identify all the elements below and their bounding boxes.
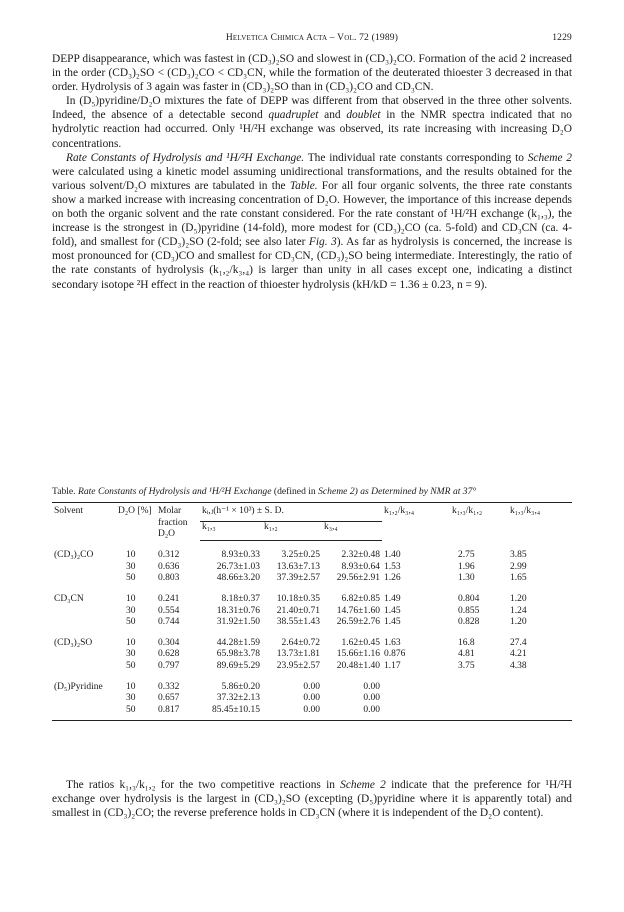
journal-title: Helvetica Chimica Acta – Vol. 72 (1989) (225, 33, 399, 43)
cell-x: 0.554 (158, 605, 180, 616)
cell-r2: 0.855 (458, 605, 480, 616)
group-spacer (52, 673, 572, 682)
cell-d2o: 10 (126, 550, 136, 561)
running-header (52, 33, 572, 47)
cell-solvent (52, 562, 116, 574)
caption-label: Table. (52, 486, 78, 497)
cell-r2: 0.804 (458, 594, 480, 605)
emph-doublet: doublet (346, 109, 381, 122)
header-k34: k₃,₄ (322, 522, 382, 541)
body-text (52, 52, 572, 292)
cell-d2o: 50 (126, 617, 136, 628)
cell-x: 0.628 (158, 649, 180, 660)
cell-r3: 27.4 (510, 637, 527, 648)
cell-x: 0.312 (158, 550, 180, 561)
cell-r2: 3.75 (458, 661, 475, 672)
paragraph-3-text-a: The individual rate constants corresponding to (304, 151, 528, 164)
section-run-in-title: Rate Constants of Hydrolysis and ¹H/²H Exchange. (66, 151, 305, 164)
cell-solvent: CD₃CN (54, 594, 84, 605)
cell-k13: 37.32±2.13 (216, 693, 260, 704)
cell-d2o: 50 (126, 573, 136, 584)
group-spacer (52, 585, 572, 594)
cell-r2 (450, 693, 508, 705)
cell-k34: 20.48±1.40 (336, 661, 380, 672)
cell-r1 (382, 705, 450, 717)
cell-r1: 0.876 (384, 649, 406, 660)
table-bottom-rule (52, 716, 572, 721)
cell-k34: 6.82±0.85 (341, 594, 380, 605)
cell-k13: 8.93±0.33 (221, 550, 260, 561)
scheme-reference-2: Scheme 2 (340, 779, 386, 791)
cell-solvent (52, 705, 116, 717)
cell-k34: 8.93±0.64 (341, 561, 380, 572)
paragraph-4 (52, 778, 572, 820)
table-row (52, 573, 572, 585)
header-solvent: Solvent (52, 503, 116, 541)
cell-r3: 1.20 (510, 617, 527, 628)
paragraph-2 (52, 94, 572, 150)
header-molar-fraction: Molar fraction D₂O (156, 503, 200, 541)
rate-constants-table (52, 502, 572, 721)
cell-d2o: 10 (126, 681, 136, 692)
cell-r3: 2.99 (510, 561, 527, 572)
paragraph-2-text-a: In (D₅)pyridine/D₂O mixtures the fate of DEPP was different from that observed in the three other solvents. Indeed, the absence of a detectable second (52, 95, 572, 122)
cell-r3: 4.38 (510, 661, 527, 672)
paragraph-3-text-b: were calculated using a kinetic model assuming unidirectional transformations, and the results obtained for the various solvent/D₂O mixtures are tabulated in the (52, 165, 572, 192)
table-row (52, 550, 572, 562)
rate-constants-table-block (52, 486, 572, 721)
table-row (52, 705, 572, 717)
table-row (52, 682, 572, 694)
cell-r2 (450, 705, 508, 717)
cell-r3 (508, 705, 572, 717)
cell-d2o: 30 (126, 649, 136, 660)
page-number: 1229 (552, 33, 572, 43)
cell-solvent (52, 649, 116, 661)
cell-k12: 0.00 (303, 704, 320, 715)
cell-x: 0.744 (158, 617, 180, 628)
cell-k13: 89.69±5.29 (216, 661, 260, 672)
cell-k34: 29.56±2.91 (336, 573, 380, 584)
cell-r2 (450, 682, 508, 694)
cell-k12: 21.40±0.71 (276, 605, 320, 616)
header-kij: kᵢ,ⱼ(h⁻¹ × 10³) ± S. D. (200, 503, 382, 522)
table-row (52, 562, 572, 574)
cell-k12: 23.95±2.57 (276, 661, 320, 672)
cell-x: 0.797 (158, 661, 180, 672)
table-caption (52, 486, 572, 498)
cell-r1: 1.45 (384, 605, 401, 616)
cell-r3 (508, 682, 572, 694)
cell-d2o: 30 (126, 693, 136, 704)
closing-text (52, 778, 572, 820)
caption-title: Rate Constants of Hydrolysis and ¹H/²H Exchange (77, 486, 272, 497)
cell-k13: 31.92±1.50 (216, 617, 260, 628)
cell-r2: 2.75 (458, 550, 475, 561)
cell-r2: 1.30 (458, 573, 475, 584)
table-body (52, 541, 572, 721)
header-k13: k₁,₃ (200, 522, 262, 541)
table-row (52, 693, 572, 705)
cell-k12: 0.00 (303, 681, 320, 692)
paragraph-3-text-c: For all four organic solvents, the three rate constants show a marked increase with increasing concentration of D₂O. However, the importance of this increase depends on both the organic solvent and the rate constant considered. For the rate constant of ¹H/²H exchange (k₁,₃), the increase is the strongest in (D₅)pyridine (14-fold), more modest for (CD₃)₂CO (ca. 5-fold) and CD₃CN (ca. 4-fold), and smallest for (CD₃)₂SO (2-fold; see also later (52, 179, 573, 249)
cell-r2: 4.81 (458, 649, 475, 660)
cell-k13: 44.28±1.59 (216, 637, 260, 648)
cell-solvent: (CD₃)₂CO (54, 550, 94, 561)
caption-end: ) as Determined by NMR at 37° (354, 486, 477, 497)
cell-r3: 3.85 (510, 550, 527, 561)
cell-r1 (382, 693, 450, 705)
header-ratio-k13-k34: k₁,₃/k₃,₄ (508, 503, 572, 541)
cell-solvent (52, 617, 116, 629)
cell-x: 0.803 (158, 573, 180, 584)
cell-solvent: (CD₃)₂SO (54, 637, 93, 648)
paragraph-2-text-b: in the NMR spectra indicated that no hydrolytic reaction had occurred. Only ¹H/²H exchange was observed, its rate increasing with increasing D₂O concentrations. (52, 109, 572, 150)
cell-r2: 1.96 (458, 561, 475, 572)
cell-k34: 2.32±0.48 (341, 550, 380, 561)
cell-d2o: 10 (126, 637, 136, 648)
cell-r1: 1.17 (384, 661, 401, 672)
paragraph-1: DEPP disappearance, which was fastest in (CD₃)₂SO and slowest in (CD₃)₂CO. Formation of the acid 2 increased in the order (CD₃)₂SO < (CD₃)₂CO < CD₃CN, while the formation of the deuterated thioester 3 decreased in that order. Hydrolysis of 3 again was faster in (CD₃)₂SO than in (CD₃)₂CO and CD₃CN. (52, 53, 572, 94)
cell-d2o: 30 (126, 561, 136, 572)
cell-r3 (508, 693, 572, 705)
cell-solvent (52, 661, 116, 673)
cell-k12: 3.25±0.25 (281, 550, 320, 561)
cell-solvent: (D₅)Pyridine (54, 681, 103, 692)
cell-k12: 13.63±7.13 (276, 561, 320, 572)
header-d2o: D₂O [%] (116, 503, 156, 541)
cell-r3: 1.20 (510, 594, 527, 605)
cell-k12: 10.18±0.35 (276, 594, 320, 605)
cell-x: 0.636 (158, 561, 180, 572)
cell-x: 0.332 (158, 681, 180, 692)
cell-r3: 1.65 (510, 573, 527, 584)
cell-k13: 8.18±0.37 (221, 594, 260, 605)
cell-k12: 38.55±1.43 (276, 617, 320, 628)
cell-solvent (52, 693, 116, 705)
paragraph-3 (52, 151, 572, 292)
cell-solvent (52, 573, 116, 585)
cell-k12: 37.39±2.57 (276, 573, 320, 584)
cell-k34: 1.62±0.45 (341, 637, 380, 648)
cell-k13: 26.73±1.03 (216, 561, 260, 572)
cell-r1: 1.40 (384, 550, 401, 561)
cell-d2o: 10 (126, 594, 136, 605)
cell-k13: 48.66±3.20 (216, 573, 260, 584)
header-k12: k₁,₂ (262, 522, 322, 541)
group-spacer (52, 629, 572, 638)
table-row (52, 606, 572, 618)
cell-x: 0.241 (158, 594, 180, 605)
emph-quadruplet: quadruplet (268, 109, 319, 122)
table-row (52, 661, 572, 673)
cell-r3: 1.24 (510, 605, 527, 616)
group-spacer (52, 541, 572, 551)
cell-r1: 1.53 (384, 561, 401, 572)
table-row (52, 617, 572, 629)
cell-d2o: 50 (126, 661, 136, 672)
cell-r1: 1.26 (384, 573, 401, 584)
cell-r2: 0.828 (458, 617, 480, 628)
cell-k12: 13.73±1.81 (276, 649, 320, 660)
cell-solvent (52, 606, 116, 618)
figure-reference: Fig. 3 (308, 236, 337, 249)
cell-r1: 1.49 (384, 594, 401, 605)
cell-d2o: 30 (126, 605, 136, 616)
cell-x: 0.817 (158, 704, 180, 715)
table-reference: Table. (289, 179, 318, 192)
caption-mid: (defined in (271, 486, 319, 497)
cell-k12: 2.64±0.72 (281, 637, 320, 648)
cell-k13: 65.98±3.78 (216, 649, 260, 660)
cell-k34: 26.59±2.76 (336, 617, 380, 628)
cell-x: 0.657 (158, 693, 180, 704)
paragraph-4-text-a: The ratios k₁,₃/k₁,₂ for the two competitive reactions in (66, 779, 341, 791)
cell-k12: 0.00 (303, 693, 320, 704)
cell-d2o: 50 (126, 704, 136, 715)
cell-k34: 0.00 (363, 704, 380, 715)
cell-k34: 0.00 (363, 681, 380, 692)
cell-k13: 18.31±0.76 (216, 605, 260, 616)
cell-k34: 14.76±1.60 (336, 605, 380, 616)
table-row (52, 649, 572, 661)
paragraph-3-text-d: ). As far as hydrolysis is concerned, the increase is most pronounced for (CD₃)CO and smallest for CD₃CN, (CD₃)₂SO being intermediate. Interestingly, the ratio of the rate constants of hydrolysis (k₁,₂/k₃,₄) is larger than unity in all cases except one, indicating a distinct secondary isotope ²H effect in the reaction of thioester hydrolysis (kH/kD = 1.36 ± 0.23, n = 9). (52, 236, 572, 291)
header-ratio-k13-k12: k₁,₃/k₁,₂ (450, 503, 508, 541)
header-ratio-k12-k34: k₁,₂/k₃,₄ (382, 503, 450, 541)
cell-k34: 0.00 (363, 693, 380, 704)
table-row (52, 638, 572, 650)
cell-r3: 4.21 (510, 649, 527, 660)
cell-k13: 85.45±10.15 (212, 704, 260, 715)
scheme-reference: Scheme 2 (527, 151, 572, 164)
cell-k34: 15.66±1.16 (336, 649, 380, 660)
caption-scheme: Scheme 2 (318, 486, 355, 497)
cell-r1: 1.63 (384, 637, 401, 648)
table-row (52, 594, 572, 606)
cell-r1 (382, 682, 450, 694)
cell-r2: 16.8 (458, 637, 475, 648)
cell-x: 0.304 (158, 637, 180, 648)
cell-r1: 1.45 (384, 617, 401, 628)
cell-k13: 5.86±0.20 (221, 681, 260, 692)
paragraph-4-text-b: indicate that the preference for ¹H/²H exchange over hydrolysis is the largest in (CD₃)₂SO (excepting (D₅)pyridine where it is apparently total) and smallest in (CD₃)₂CO; the reverse preference holds in CD₃CN (where it is independent of the D₂O content). (52, 779, 572, 820)
paragraph-2-and: and (318, 109, 347, 122)
